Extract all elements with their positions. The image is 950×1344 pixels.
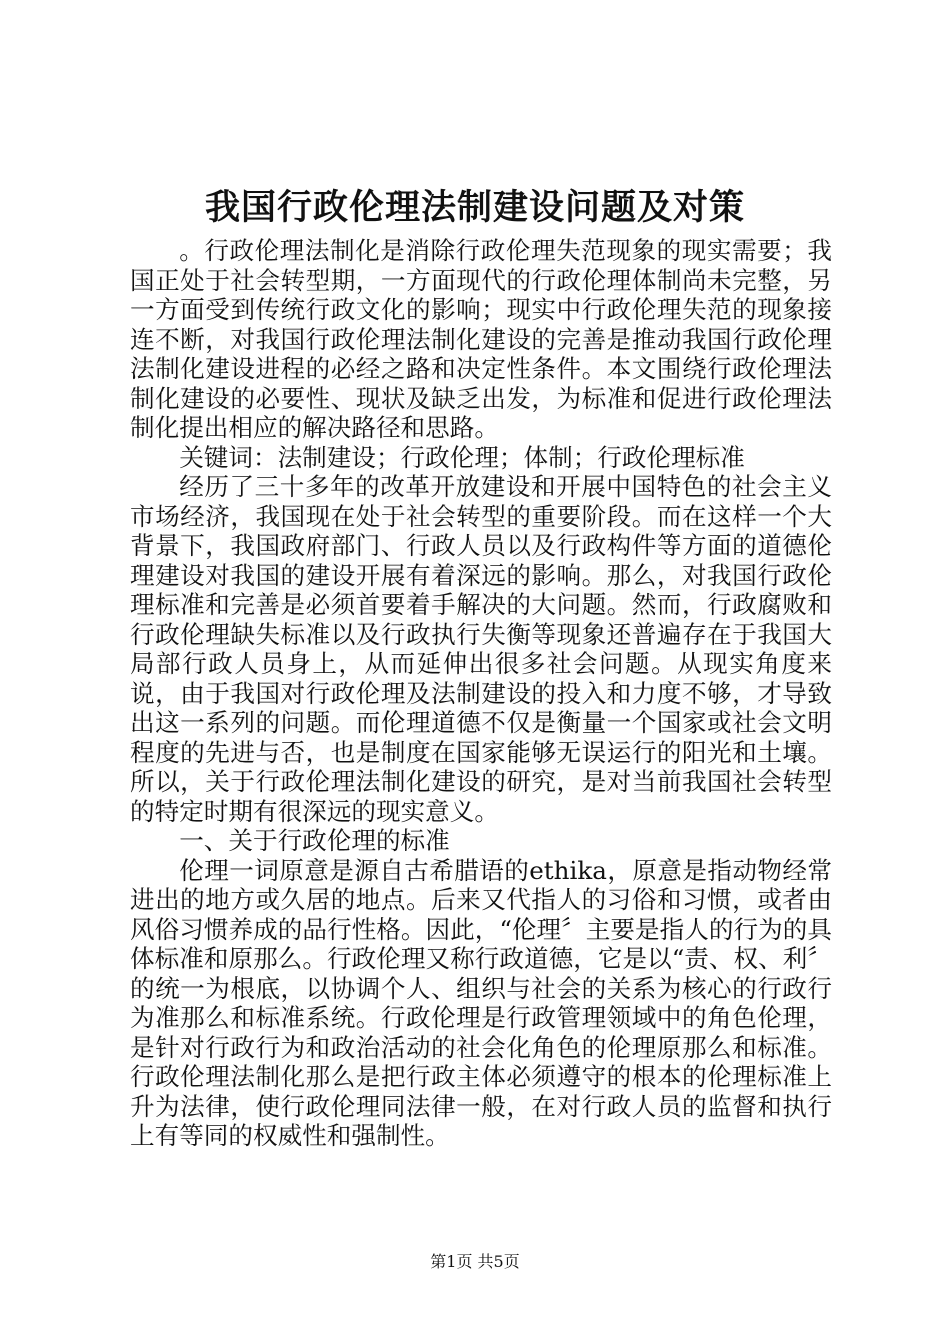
document-title: 我国行政伦理法制建设问题及对策 [204, 187, 745, 228]
keywords-line: 关键词：法制建设；行政伦理；体制；行政伦理标准 [179, 442, 745, 472]
section-heading: 一、关于行政伦理的标准 [179, 826, 450, 855]
intro-paragraph: 经历了三十多年的改革开放建设和开展中国特色的社会主义市场经济，我国现在处于社会转型的重要阶段。而在这样一个大背景下，我国政府部门、行政人员以及行政构件等方面的道德伦理建设对我国的建设开展有着深远的影响。那么，对我国行政伦理标准和完善是必须首要着手解决的大问题。然而，行政腐败和行政伦理缺失标准以及行政执行失衡等现象还普遍存在于我国大局部行政人员身上，从而延伸出很多社会问题。从现实角度来说，由于我国对行政伦理及法制建设的投入和力度不够，才导致出这一系列的问题。而伦理道德不仅是衡量一个国家或社会文明程度的先进与否，也是制度在国家能够无误运行的阳光和土壤。所以，关于行政伦理法制化建设的研究，是对当前我国社会转型的特定时期有很深远的现实意义。 [130, 472, 832, 826]
abstract-paragraph: 。行政伦理法制化是消除行政伦理失范现象的现实需要；我国正处于社会转型期，一方面现代的行政伦理体制尚未完整，另一方面受到传统行政文化的影响；现实中行政伦理失范的现象接连不断，对我国行政伦理法制化建设的完善是推动我国行政伦理法制化建设进程的必经之路和决定性条件。本文围绕行政伦理法制化建设的必要性、现状及缺乏出发，为标准和促进行政伦理法制化提出相应的解决路径和思路。 [130, 236, 832, 442]
section-paragraph: 伦理一词原意是源自古希腊语的ethika，原意是指动物经常进出的地方或久居的地点。后来又代指人的习俗和习惯，或者由风俗习惯养成的品行性格。因此，“伦理〞主要是指人的行为的具体标准和原那么。行政伦理又称行政道德，它是以“责、权、利〞的统一为根底，以协调个人、组织与社会的关系为核心的行政行为准那么和标准系统。行政伦理是行政管理领域中的角色伦理，是针对行政行为和政治活动的社会化角色的伦理原那么和标准。行政伦理法制化那么是把行政主体必须遵守的根本的伦理标准上升为法律，使行政伦理同法律一般，在对行政人员的监督和执行上有等同的权威性和强制性。 [130, 855, 832, 1150]
page-number-footer: 第1页 共5页 [430, 1252, 520, 1271]
document-body [130, 236, 832, 1151]
